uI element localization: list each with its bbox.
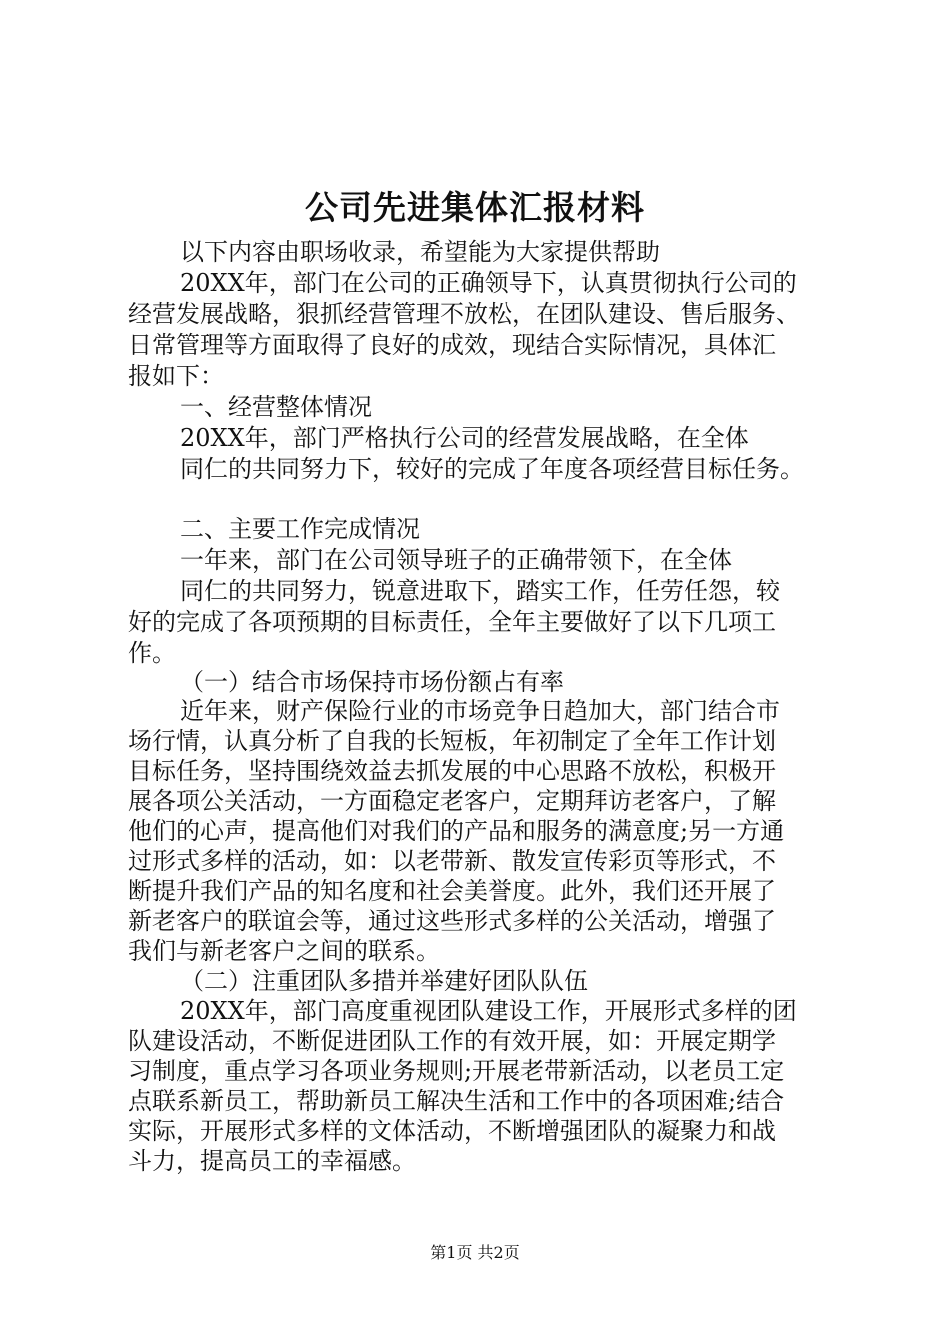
document-title: 公司先进集体汇报材料 [305,188,645,227]
body-line: 近年来，财产保险行业的市场竞争日趋加大，部门结合市 [180,697,780,725]
body-line: 斗力，提高员工的幸福感。 [128,1147,416,1175]
body-line: 队建设活动，不断促进团队工作的有效开展，如：开展定期学 [128,1027,776,1055]
body-line: 场行情，认真分析了自我的长短板，年初制定了全年工作计划 [128,727,776,755]
body-line: 20XX年，部门严格执行公司的经营发展战略，在全体 [180,424,749,452]
body-line: 一年来，部门在公司领导班子的正确带领下，在全体 [180,546,732,574]
body-line: 作。 [128,639,176,667]
section-heading: 二、主要工作完成情况 [180,515,420,543]
body-line: 报如下： [128,362,224,390]
body-line: 习制度，重点学习各项业务规则;开展老带新活动，以老员工定 [128,1057,785,1085]
body-line: 断提升我们产品的知名度和社会美誉度。此外，我们还开展了 [128,877,776,905]
body-line: 他们的心声，提高他们对我们的产品和服务的满意度;另一方通 [128,817,785,845]
body-line: 过形式多样的活动，如：以老带新、散发宣传彩页等形式，不 [128,847,776,875]
body-line: 好的完成了各项预期的目标责任，全年主要做好了以下几项工 [128,608,776,636]
body-line: 经营发展战略，狠抓经营管理不放松，在团队建设、售后服务、 [128,300,800,328]
body-line: 同仁的共同努力，锐意进取下，踏实工作，任劳任怨，较 [180,577,780,605]
page-number: 第1页 共2页 [430,1243,520,1262]
body-line: 同仁的共同努力下，较好的完成了年度各项经营目标任务。 [180,455,804,483]
subsection-heading: （二）注重团队多措并举建好团队队伍 [180,967,588,995]
subsection-heading: （一）结合市场保持市场份额占有率 [180,668,564,696]
intro-line: 以下内容由职场收录，希望能为大家提供帮助 [180,238,660,266]
body-line: 实际，开展形式多样的文体活动，不断增强团队的凝聚力和战 [128,1117,776,1145]
body-line: 我们与新老客户之间的联系。 [128,937,440,965]
body-line: 日常管理等方面取得了良好的成效，现结合实际情况，具体汇 [128,331,776,359]
body-line: 新老客户的联谊会等，通过这些形式多样的公关活动，增强了 [128,907,776,935]
body-line: 点联系新员工，帮助新员工解决生活和工作中的各项困难;结合 [128,1087,785,1115]
body-line: 20XX年，部门高度重视团队建设工作，开展形式多样的团 [180,997,797,1025]
body-line: 展各项公关活动，一方面稳定老客户，定期拜访老客户，了解 [128,787,776,815]
body-line: 目标任务，坚持围绕效益去抓发展的中心思路不放松，积极开 [128,757,776,785]
body-line: 20XX年，部门在公司的正确领导下，认真贯彻执行公司的 [180,269,797,297]
section-heading: 一、经营整体情况 [180,393,372,421]
